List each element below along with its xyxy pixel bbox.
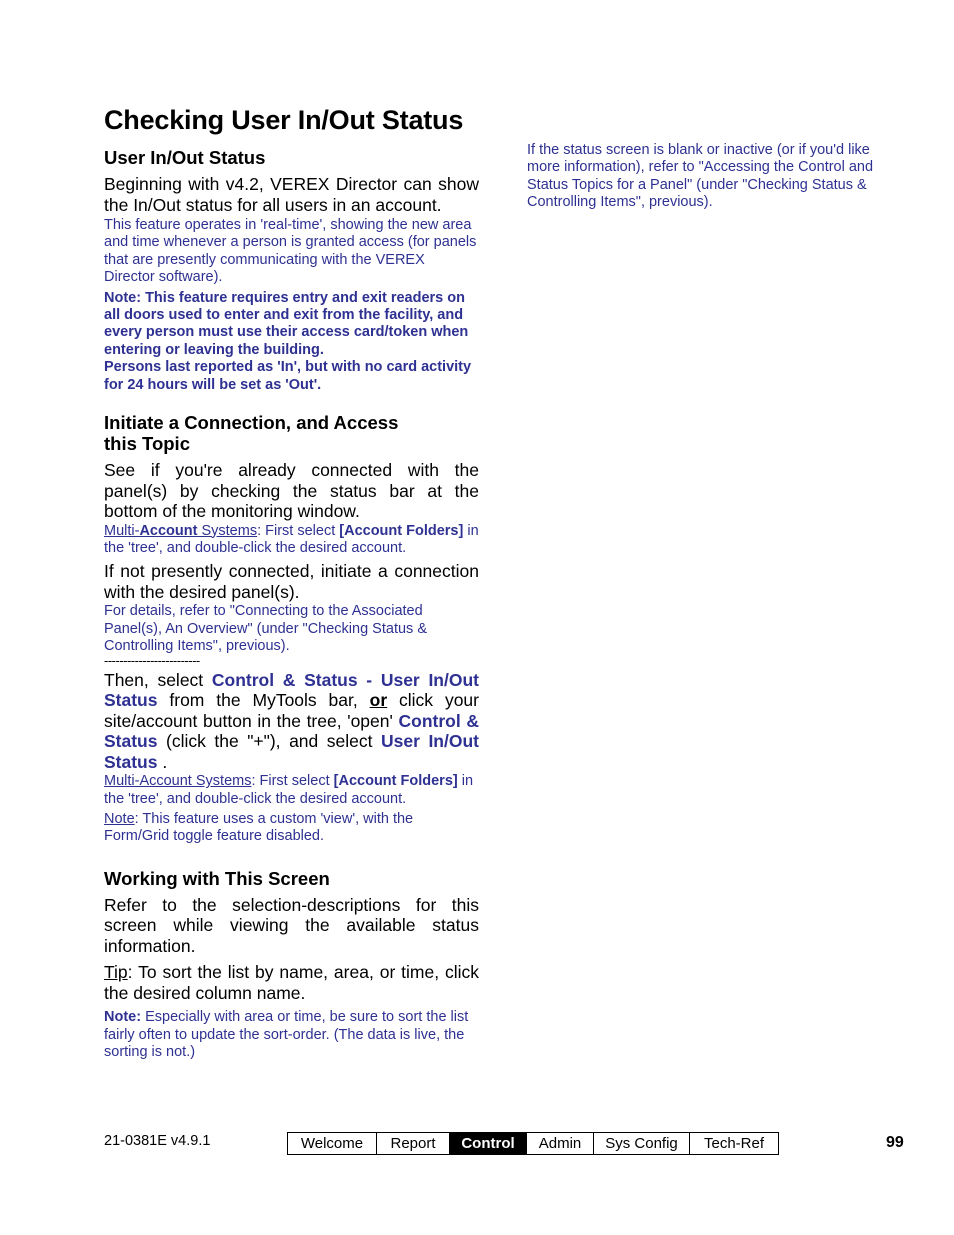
section-body: If not presently connected, initiate a connection with the desired panel(s). — [104, 561, 479, 602]
side-column — [527, 142, 897, 212]
tree-node: Control & Status — [104, 710, 479, 752]
tip-body: Tip: To sort the list by name, area, or time, click the desired column name. — [104, 962, 479, 1003]
nav-tab-tech-ref[interactable]: Tech-Ref — [703, 1135, 765, 1152]
nav-tab-welcome[interactable]: Welcome — [288, 1133, 377, 1154]
details-note: For details, refer to "Connecting to the Associated Panel(s), An Overview" (under "Checking Status & Controlling Items", previous). — [104, 603, 427, 655]
page-title: Checking User In/Out Status — [104, 105, 464, 135]
tip-label: Tip — [104, 962, 128, 983]
document-id: 21-0381E v4.9.1 — [104, 1133, 211, 1149]
menu-path: Control & Status - User In/Out Status — [104, 669, 479, 711]
section-heading-initiate-connection — [104, 412, 479, 454]
multi-account-note-2: Multi-Account Systems: First select [Account Folders] in the 'tree', and double-click the desired account. — [104, 773, 474, 807]
instructions-body: Then, select Control & Status - User In/Out Status from the MyTools bar, or click your site/account button in the tree, 'open' Control & Status (click the "+"), and select User In/Out Status . — [104, 669, 479, 772]
heading-line-2: this Topic — [104, 433, 190, 455]
section-heading-working: Working with This Screen — [104, 867, 330, 889]
readers-note: Note: This feature requires entry and exit readers on all doors used to enter and exit from the facility, and every person must use their access card/token when entering or leaving the building. — [104, 289, 469, 358]
divider: ------------------------- — [104, 655, 200, 666]
section-body: See if you're already connected with the panel(s) by checking the status bar at the bottom of the monitoring window. — [104, 460, 479, 522]
section-heading-user-in-out-status: User In/Out Status — [104, 147, 266, 168]
status-screen-note: If the status screen is blank or inactive (or if you'd like more information), refer to "Accessing the Control and Status Topics for a Panel" (under "Checking Status & Controlling Items", previous). — [527, 142, 874, 211]
multi-account-link[interactable]: Multi-Account Systems — [104, 522, 258, 539]
nav-tab-admin[interactable]: Admin — [527, 1133, 594, 1154]
page-number: 99 — [886, 1134, 904, 1151]
note-link[interactable]: Note — [104, 810, 135, 827]
persons-note: Persons last reported as 'In', but with no card activity for 24 hours will be set as 'Out'. — [104, 359, 472, 393]
section-body: Beginning with v4.2, VEREX Director can show the In/Out status for all users in an account. — [104, 174, 479, 215]
nav-tab-report[interactable]: Report — [377, 1133, 450, 1154]
main-column — [104, 100, 479, 1061]
tree-item: User In/Out Status — [104, 731, 479, 772]
multi-account-note: Multi-Account Systems: First select [Account Folders] in the 'tree', and double-click the desired account. — [104, 522, 479, 556]
footer-nav — [287, 1132, 779, 1155]
sort-note: Note: Especially with area or time, be sure to sort the list fairly often to update the sort-order. (The data is live, the sorting is not.) — [104, 1009, 469, 1061]
heading-line-1: Initiate a Connection, and Access — [104, 412, 399, 434]
nav-tab-control[interactable]: Control — [450, 1133, 527, 1154]
nav-tab-sys-config[interactable]: Sys Config — [594, 1133, 690, 1154]
view-note: Note: This feature uses a custom 'view', with the Form/Grid toggle feature disabled. — [104, 810, 414, 845]
multi-account-link[interactable]: Multi-Account Systems — [104, 773, 252, 790]
realtime-note: This feature operates in 'real-time', showing the new area and time whenever a person is granted access (for panels that are presently communicating with the VEREX Director software). — [104, 217, 477, 286]
section-body: Refer to the selection-descriptions for this screen while viewing the available status information. — [104, 894, 479, 956]
